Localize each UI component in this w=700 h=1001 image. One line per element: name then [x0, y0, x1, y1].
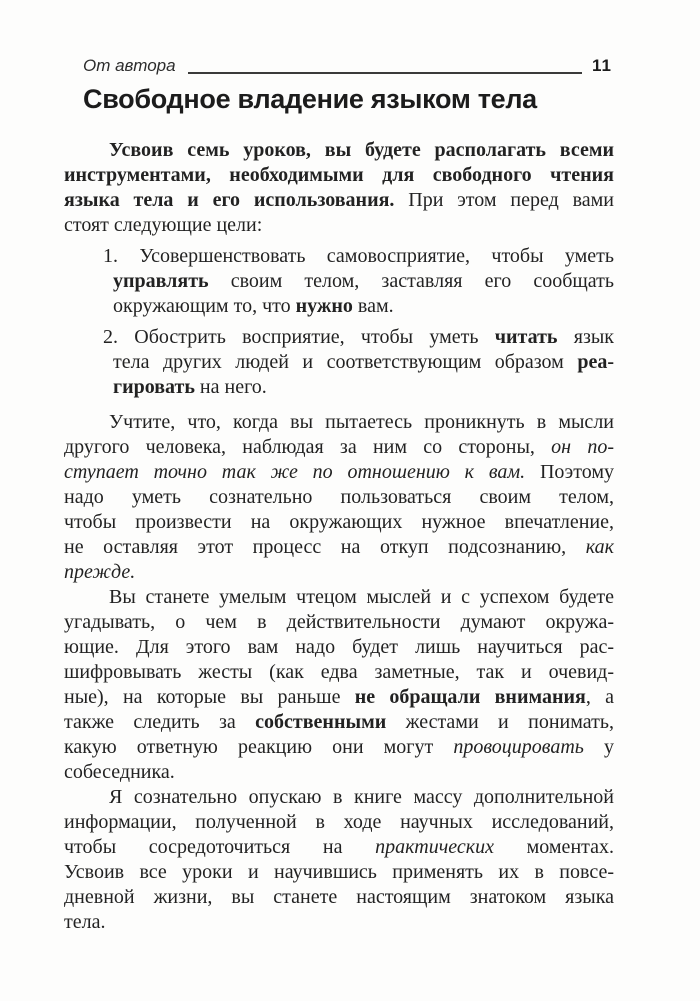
text-run: другого человека, наблюдая за ним со стороны, [64, 436, 552, 458]
text-line [113, 294, 614, 319]
text-line [64, 188, 614, 213]
text-line [64, 410, 614, 435]
paragraph [64, 138, 614, 238]
text-run: Вы станете умелым чтецом мыслей и с успехом будете [109, 586, 614, 608]
text-line [113, 350, 614, 375]
text-run: собеседника. [64, 761, 175, 783]
text-run: собственными [255, 711, 387, 733]
page-number: 11 [592, 56, 612, 75]
text-run: Поэтому [525, 461, 614, 483]
text-run: Учтите, что, когда вы пытаетесь проникнуть в мысли [109, 411, 614, 433]
text-line [103, 325, 614, 350]
text-run: нужно [295, 295, 353, 317]
text-run: также следить за [64, 711, 256, 733]
text-run: При этом перед вами [394, 189, 614, 211]
text-run: языка тела и его использования. [64, 189, 395, 211]
page-body [64, 138, 614, 935]
text-line [113, 375, 614, 400]
text-line [64, 785, 614, 810]
text-run: Обострить восприятие, чтобы уметь [134, 326, 495, 348]
text-run: на него. [194, 376, 267, 398]
chapter-title: Свободное владение языком тела [83, 84, 537, 114]
text-line [64, 735, 614, 760]
text-run: он по- [551, 436, 614, 458]
text-run: инструментами, необходимыми для свободного чтения [64, 164, 614, 186]
text-run: жестами и понимать, [386, 711, 614, 733]
text-line [64, 835, 614, 860]
text-run: моментах. [493, 836, 615, 858]
text-run: Усвоив семь уроков, вы будете располагать всеми [109, 139, 614, 161]
text-line [64, 213, 614, 238]
list-number: 1. [103, 245, 140, 267]
text-run: Я сознательно опускаю в книге массу дополнительной [109, 786, 614, 808]
text-run: чтобы произвести на окружающих нужное впечатление, [64, 511, 614, 533]
text-run: тела других людей и соответствующим образом [113, 351, 578, 373]
text-run: окружающим то, что [113, 295, 296, 317]
text-line [64, 660, 614, 685]
text-run: у [583, 736, 614, 758]
text-run: шифровывать жесты (как едва заметные, так и очевид- [64, 661, 614, 683]
text-line [64, 885, 614, 910]
text-run: провоцировать [453, 736, 584, 758]
text-line [64, 760, 614, 785]
text-run: ные), на которые вы раньше [64, 686, 355, 708]
text-run: не оставляя этот процесс на откуп подсознанию, [64, 536, 586, 558]
text-line [64, 510, 614, 535]
text-run: не обращали внимания [354, 686, 586, 708]
list-item [103, 244, 614, 319]
text-line [64, 460, 614, 485]
text-run: какую ответную реакцию они могут [64, 736, 454, 758]
text-run: надо уметь сознательно пользоваться своим телом, [64, 486, 614, 508]
text-line [64, 810, 614, 835]
text-run: угадывать, о чем в действительности думают окружа- [64, 611, 614, 633]
text-run: как [585, 536, 614, 558]
text-run: тела. [64, 911, 106, 933]
text-run: читать [494, 326, 558, 348]
text-run: стоят следующие цели: [64, 214, 263, 236]
text-run: ступает точно так же по отношению к вам. [64, 461, 526, 483]
text-line [64, 138, 614, 163]
section-title: От автора [83, 56, 176, 75]
text-line [64, 435, 614, 460]
paragraph [64, 785, 614, 935]
text-run: язык [557, 326, 614, 348]
page-header [83, 56, 612, 76]
text-run: реа- [577, 351, 614, 373]
text-run: ющие. Для этого вам надо будет лишь научиться рас- [64, 636, 614, 658]
text-run: вам. [352, 295, 394, 317]
text-run: управлять [113, 270, 209, 292]
text-run: чтобы сосредоточиться на [64, 836, 376, 858]
paragraph [64, 410, 614, 585]
text-run: прежде. [64, 561, 136, 583]
text-line [64, 585, 614, 610]
text-run: Усвоив все уроки и научившись применять их в повсе- [64, 861, 614, 883]
text-line [64, 535, 614, 560]
text-run: практических [375, 836, 494, 858]
header-rule [188, 72, 582, 74]
text-line [103, 244, 614, 269]
text-run: Усовершенствовать самовосприятие, чтобы уметь [139, 245, 614, 267]
text-line [64, 860, 614, 885]
text-run: гировать [113, 376, 195, 398]
list-number: 2. [103, 326, 135, 348]
paragraph [64, 585, 614, 785]
text-line [64, 635, 614, 660]
text-run: информации, полученной в ходе научных исследований, [64, 811, 614, 833]
text-line [64, 485, 614, 510]
text-line [64, 163, 614, 188]
text-line [64, 710, 614, 735]
text-run: дневной жизни, вы станете настоящим знатоком языка [64, 886, 614, 908]
text-line [64, 685, 614, 710]
list-item [103, 325, 614, 400]
text-line [64, 910, 614, 935]
text-line [64, 560, 614, 585]
text-line [113, 269, 614, 294]
text-line [64, 610, 614, 635]
text-run: своим телом, заставляя его сообщать [208, 270, 614, 292]
text-run: , а [585, 686, 614, 708]
